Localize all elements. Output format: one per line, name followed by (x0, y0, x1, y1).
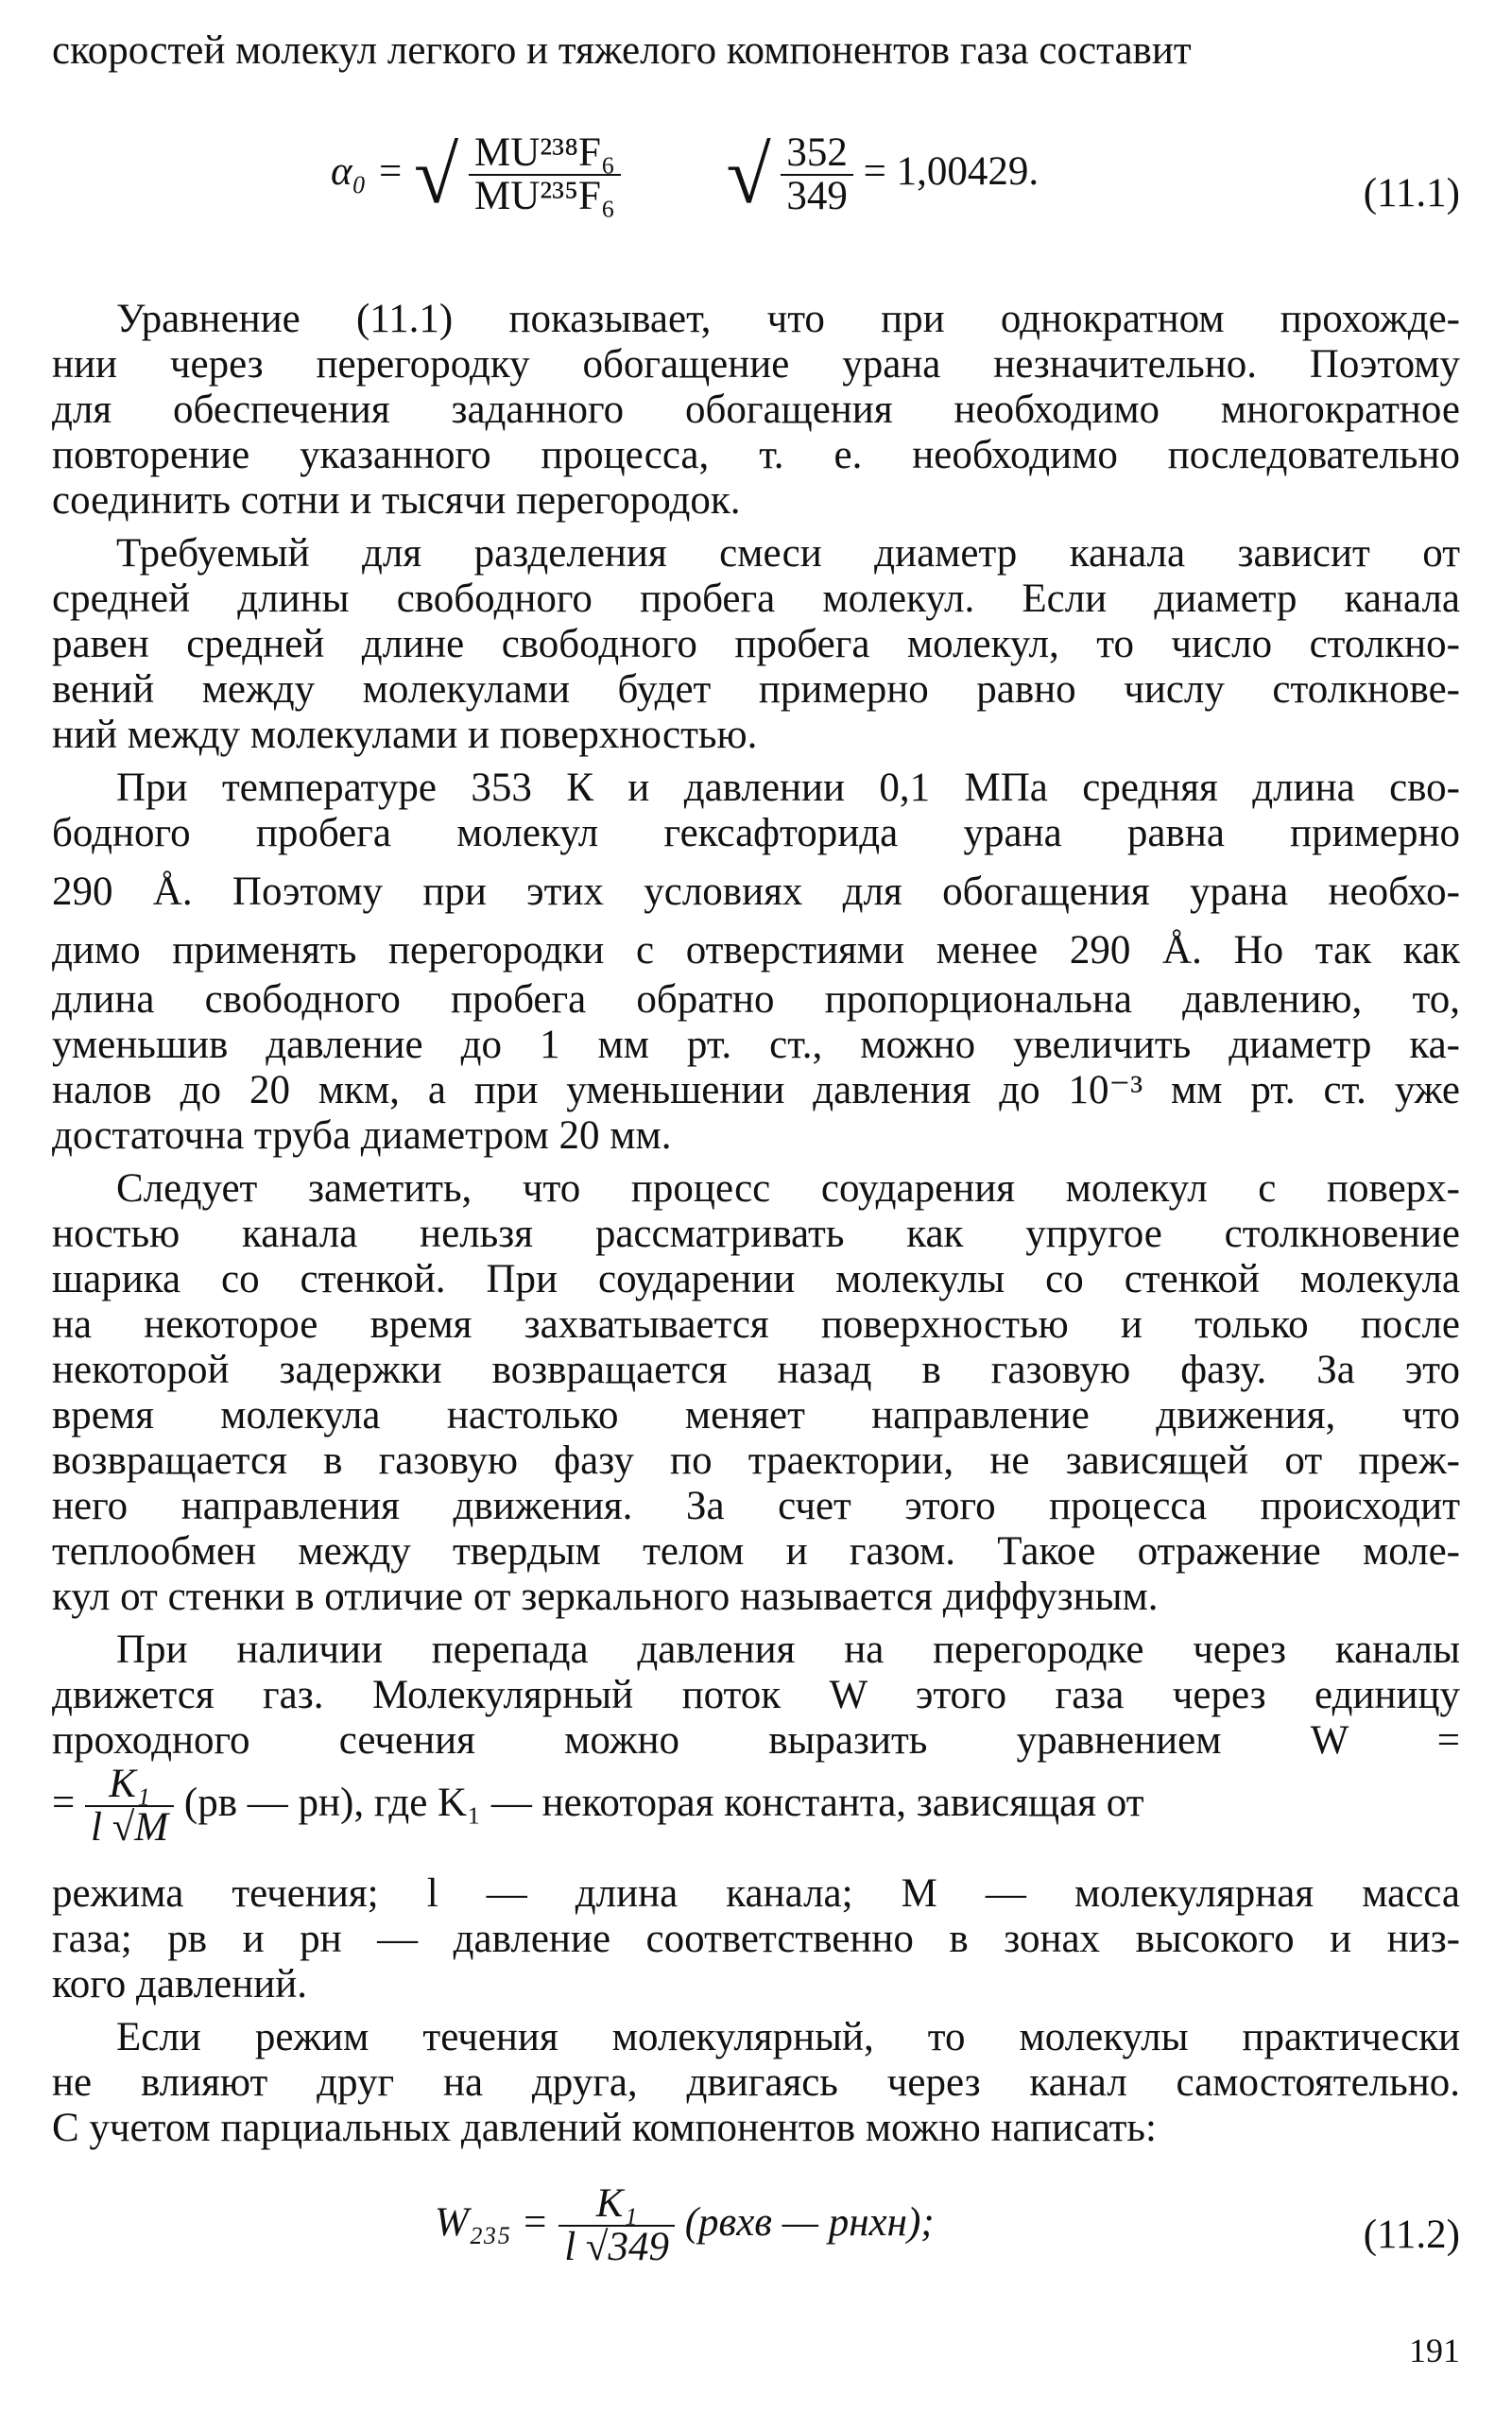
inline-eq-num: K₁ (85, 1764, 174, 1807)
inline-eq-fraction (85, 1764, 174, 1849)
equation-number: (11.1) (1363, 171, 1460, 215)
eq1-num-b: 352 (781, 132, 853, 176)
eq1-fraction-b (781, 132, 853, 217)
text-line: некоторой задержки возвращается назад в газовую фазу. За это (52, 1348, 1460, 1392)
text-line: уменьшив давление до 1 мм рт. ст., можно увеличить диаметр ка- (52, 1023, 1460, 1067)
page-number: 191 (1409, 2332, 1460, 2369)
text-line: Если режим течения молекулярный, то молекулы практически (116, 2015, 1460, 2059)
text-line: газа; pв и pн — давление соответственно в зонах высокого и низ- (52, 1917, 1460, 1961)
text-line: соединить сотни и тысячи перегородок. (52, 478, 741, 523)
text-line: бодного пробега молекул гексафторида урана равна примерно (52, 811, 1460, 855)
text-line: нии через перегородку обогащение урана незначительно. Поэтому (52, 342, 1460, 387)
eq2-fraction (558, 2183, 675, 2268)
inline-eq-rest: (pв — pн), где K₁ — некоторая константа, зависящая от (183, 1780, 1144, 1825)
text-line: режима течения; l — длина канала; M — молекулярная масса (52, 1871, 1460, 1916)
text-line: ний между молекулами и поверхностью. (52, 713, 758, 757)
text-line: вений между молекулами будет примерно равно числу столкнове- (52, 667, 1460, 712)
eq1-num-a: MU²³⁸F₆ (469, 132, 621, 176)
text-line: кул от стенки в отличие от зеркального называется диффузным. (52, 1575, 1159, 1619)
text-line: на некоторое время захватывается поверхностью и только после (52, 1302, 1460, 1347)
eq2-rhs: (pвxв — pнxн); (684, 2199, 935, 2245)
text-line: налов до 20 мкм, а при уменьшении давления до 10⁻³ мм рт. ст. уже (52, 1068, 1460, 1112)
eq1-fraction-a (469, 132, 621, 217)
text-line: ностью канала нельзя рассматривать как упругое столкновение (52, 1212, 1460, 1256)
text-line: При температуре 353 К и давлении 0,1 МПа средняя длина сво- (116, 766, 1460, 810)
text-line: не влияют друг на друга, двигаясь через канал самостоятельно. (52, 2060, 1460, 2105)
text-line: для обеспечения заданного обогащения необходимо многократное (52, 387, 1460, 432)
text-line: димо применять перегородки с отверстиями менее 290 Å. Но так как (52, 928, 1460, 973)
text-line: движется газ. Молекулярный поток W этого газа через единицу (52, 1673, 1460, 1717)
inline-eq-prefix: = (52, 1780, 76, 1825)
sqrt-symbol: √ (414, 129, 459, 220)
text-line: шарика со стенкой. При соударении молекулы со стенкой молекула (52, 1257, 1460, 1301)
eq1-result: = 1,00429. (863, 148, 1040, 194)
text-line: повторение указанного процесса, т. е. необходимо последовательно (52, 433, 1460, 477)
text-line: достаточна труба диаметром 20 мм. (52, 1113, 672, 1158)
text-line: равен средней длине свободного пробега молекул, то число столкно- (52, 622, 1460, 666)
text-line: длина свободного пробега обратно пропорциональна давлению, то, (52, 977, 1460, 1022)
text-line: возвращается в газовую фазу по траектории, не зависящей от преж- (52, 1438, 1460, 1483)
eq1-den-a: MU²³⁵F₆ (474, 174, 615, 218)
inline-equation-line (52, 1764, 1460, 1858)
text-line: Следует заметить, что процесс соударения молекул с поверх- (116, 1166, 1460, 1211)
text-line: кого давлений. (52, 1962, 308, 2006)
eq2-lhs: W₂₃₅ = (435, 2199, 559, 2245)
text-line: теплообмен между твердым телом и газом. Такое отражение моле- (52, 1529, 1460, 1574)
eq1-lhs: α₀ = (331, 148, 415, 194)
text-line: него направления движения. За счет этого процесса происходит (52, 1484, 1460, 1528)
text-line: При наличии перепада давления на перегородке через каналы (116, 1627, 1460, 1672)
text-line: время молекула настолько меняет направление движения, что (52, 1393, 1460, 1438)
eq2-den: l √349 (564, 2225, 669, 2269)
inline-eq-den: l √M (91, 1805, 169, 1850)
equation-number: (11.2) (1363, 2213, 1460, 2257)
text-line: Требуемый для разделения смеси диаметр канала зависит от (116, 531, 1460, 576)
equation-11-2 (0, 2174, 1512, 2297)
text-line: скоростей молекул легкого и тяжелого компонентов газа составит (52, 28, 1192, 73)
text-line: проходного сечения можно выразить уравнением W = (52, 1718, 1460, 1763)
equation-11-1 (0, 113, 1512, 236)
text-line: Уравнение (11.1) показывает, что при однократном прохожде- (116, 297, 1460, 341)
text-line: С учетом парциальных давлений компонентов можно написать: (52, 2106, 1157, 2150)
sqrt-symbol: √ (726, 129, 771, 220)
text-line: средней длины свободного пробега молекул. Если диаметр канала (52, 577, 1460, 621)
text-line: 290 Å. Поэтому при этих условиях для обогащения урана необхо- (52, 870, 1460, 914)
eq2-num: K₁ (558, 2183, 675, 2227)
eq1-den-b: 349 (786, 174, 848, 218)
